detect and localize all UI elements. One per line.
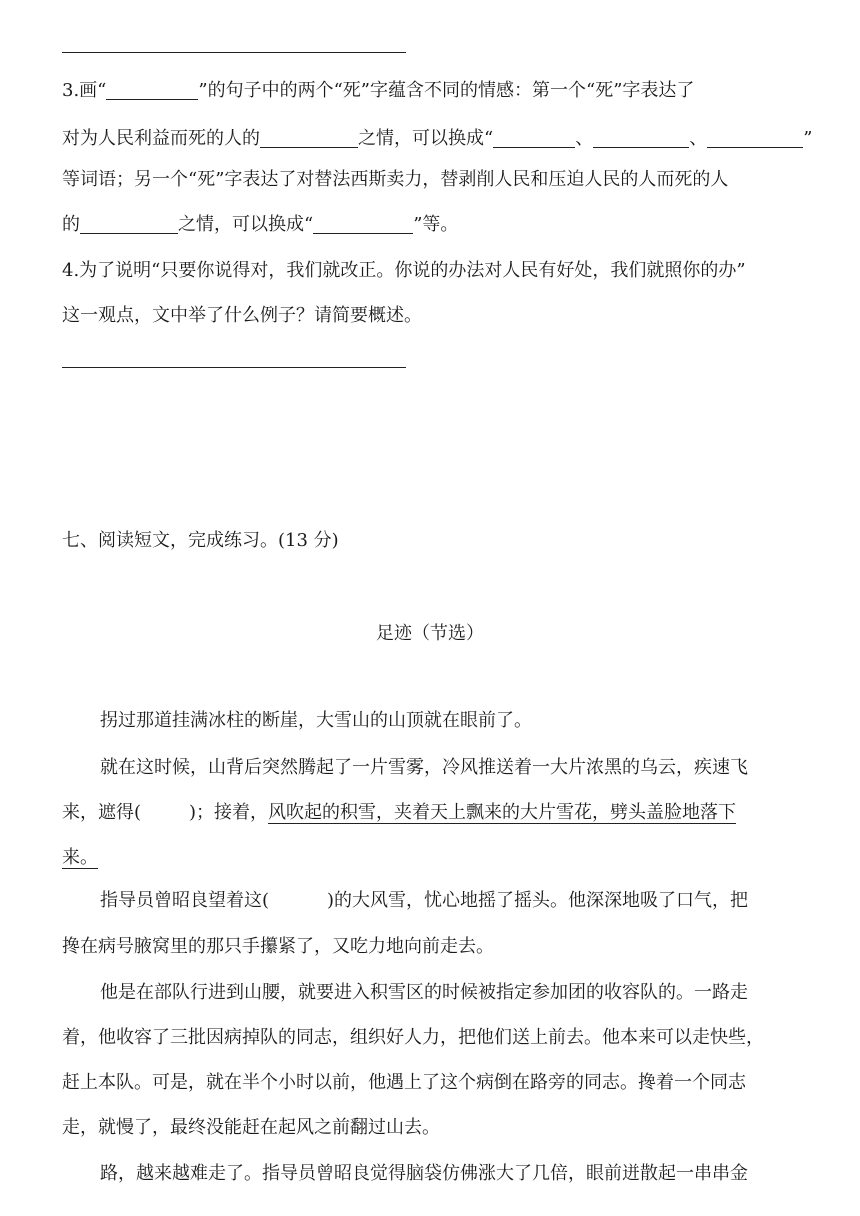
q3-text: 之情，可以换成“ <box>358 128 494 149</box>
article-paragraph-2-line-2 <box>62 801 832 825</box>
answer-line-q2[interactable] <box>62 52 406 53</box>
article-text: )；接着， <box>189 802 269 823</box>
article-paragraph-4-line-3: 赶上本队。可是，就在半个小时以前，他遇上了这个病倒在路旁的同志。搀着一个同志 <box>62 1072 746 1093</box>
q3-blank-word-4[interactable] <box>313 215 413 234</box>
q3-line-3: 等词语；另一个“死”字表达了对替法西斯卖力，替剥削人民和压迫人民的人而死的人 <box>62 169 729 190</box>
q3-separator: 、 <box>689 128 708 149</box>
article-text: )的大风雪，忧心地摇了摇头。他深深地吸了口气，把 <box>327 890 749 911</box>
q3-blank-word-1[interactable] <box>493 129 575 148</box>
q3-text: 之情，可以换成“ <box>178 214 314 235</box>
q3-text: ”等。 <box>413 214 459 235</box>
q3-line-2 <box>62 127 832 151</box>
q3-text: 对为人民利益而死的人的 <box>62 128 260 149</box>
article-paragraph-2-line-3 <box>62 846 832 870</box>
q4-line-1: 4.为了说明“只要你说得对，我们就改正。你说的办法对人民有好处，我们就照你的办” <box>62 260 746 281</box>
article-paragraph-1: 拐过那道挂满冰柱的断崖，大雪山的山顶就在眼前了。 <box>100 710 532 731</box>
q3-text: 3.画“ <box>62 80 107 101</box>
q3-text: ”的句子中的两个“死”字蕴含不同的情感：第一个“死”字表达了 <box>198 80 695 101</box>
answer-line-q4[interactable] <box>62 367 406 368</box>
q3-text: ” <box>803 128 813 149</box>
q3-separator: 、 <box>575 128 594 149</box>
q3-text: 的 <box>62 214 80 235</box>
q3-line-4 <box>62 213 832 237</box>
article-paragraph-5-line-1: 路，越来越难走了。指导员曾昭良觉得脑袋仿佛涨大了几倍，眼前迸散起一串串金 <box>100 1163 748 1184</box>
q4-line-2: 这一观点，文中举了什么例子？请简要概述。 <box>62 305 422 326</box>
article-paragraph-4-line-2: 着，他收容了三批因病掉队的同志，组织好人力，把他们送上前去。他本来可以走快些， <box>62 1027 764 1048</box>
article-paragraph-4-line-4: 走，就慢了，最终没能赶在起风之前翻过山去。 <box>62 1117 440 1138</box>
section-7-heading: 七、阅读短文，完成练习。(13 分) <box>62 530 339 551</box>
q3-line-1 <box>62 79 832 103</box>
article-text: 指导员曾昭良望着这( <box>100 890 270 911</box>
q3-blank-word-3[interactable] <box>707 129 803 148</box>
q3-blank-emotion-1[interactable] <box>260 129 358 148</box>
q3-blank-emotion-2[interactable] <box>80 215 178 234</box>
article-title: 足迹（节选） <box>376 623 484 644</box>
q3-blank-word-2[interactable] <box>593 129 689 148</box>
article-text: 来，遮得( <box>62 802 142 823</box>
article-paragraph-3-line-1 <box>100 889 832 913</box>
article-paragraph-3-line-2: 搀在病号腋窝里的那只手攥紧了，又吃力地向前走去。 <box>62 936 494 957</box>
underlined-sentence: 风吹起的积雪，夹着天上飘来的大片雪花，劈头盖脸地落下 <box>268 802 737 823</box>
article-paragraph-4-line-1: 他是在部队行进到山腰，就要进入积雪区的时候被指定参加团的收容队的。一路走 <box>100 982 748 1003</box>
article-paragraph-2-line-1: 就在这时候，山背后突然腾起了一片雪雾，冷风推送着一大片浓黑的乌云，疾速飞 <box>100 757 748 778</box>
underlined-sentence-end: 来。 <box>62 847 98 868</box>
q3-blank-sentence[interactable] <box>106 81 198 100</box>
